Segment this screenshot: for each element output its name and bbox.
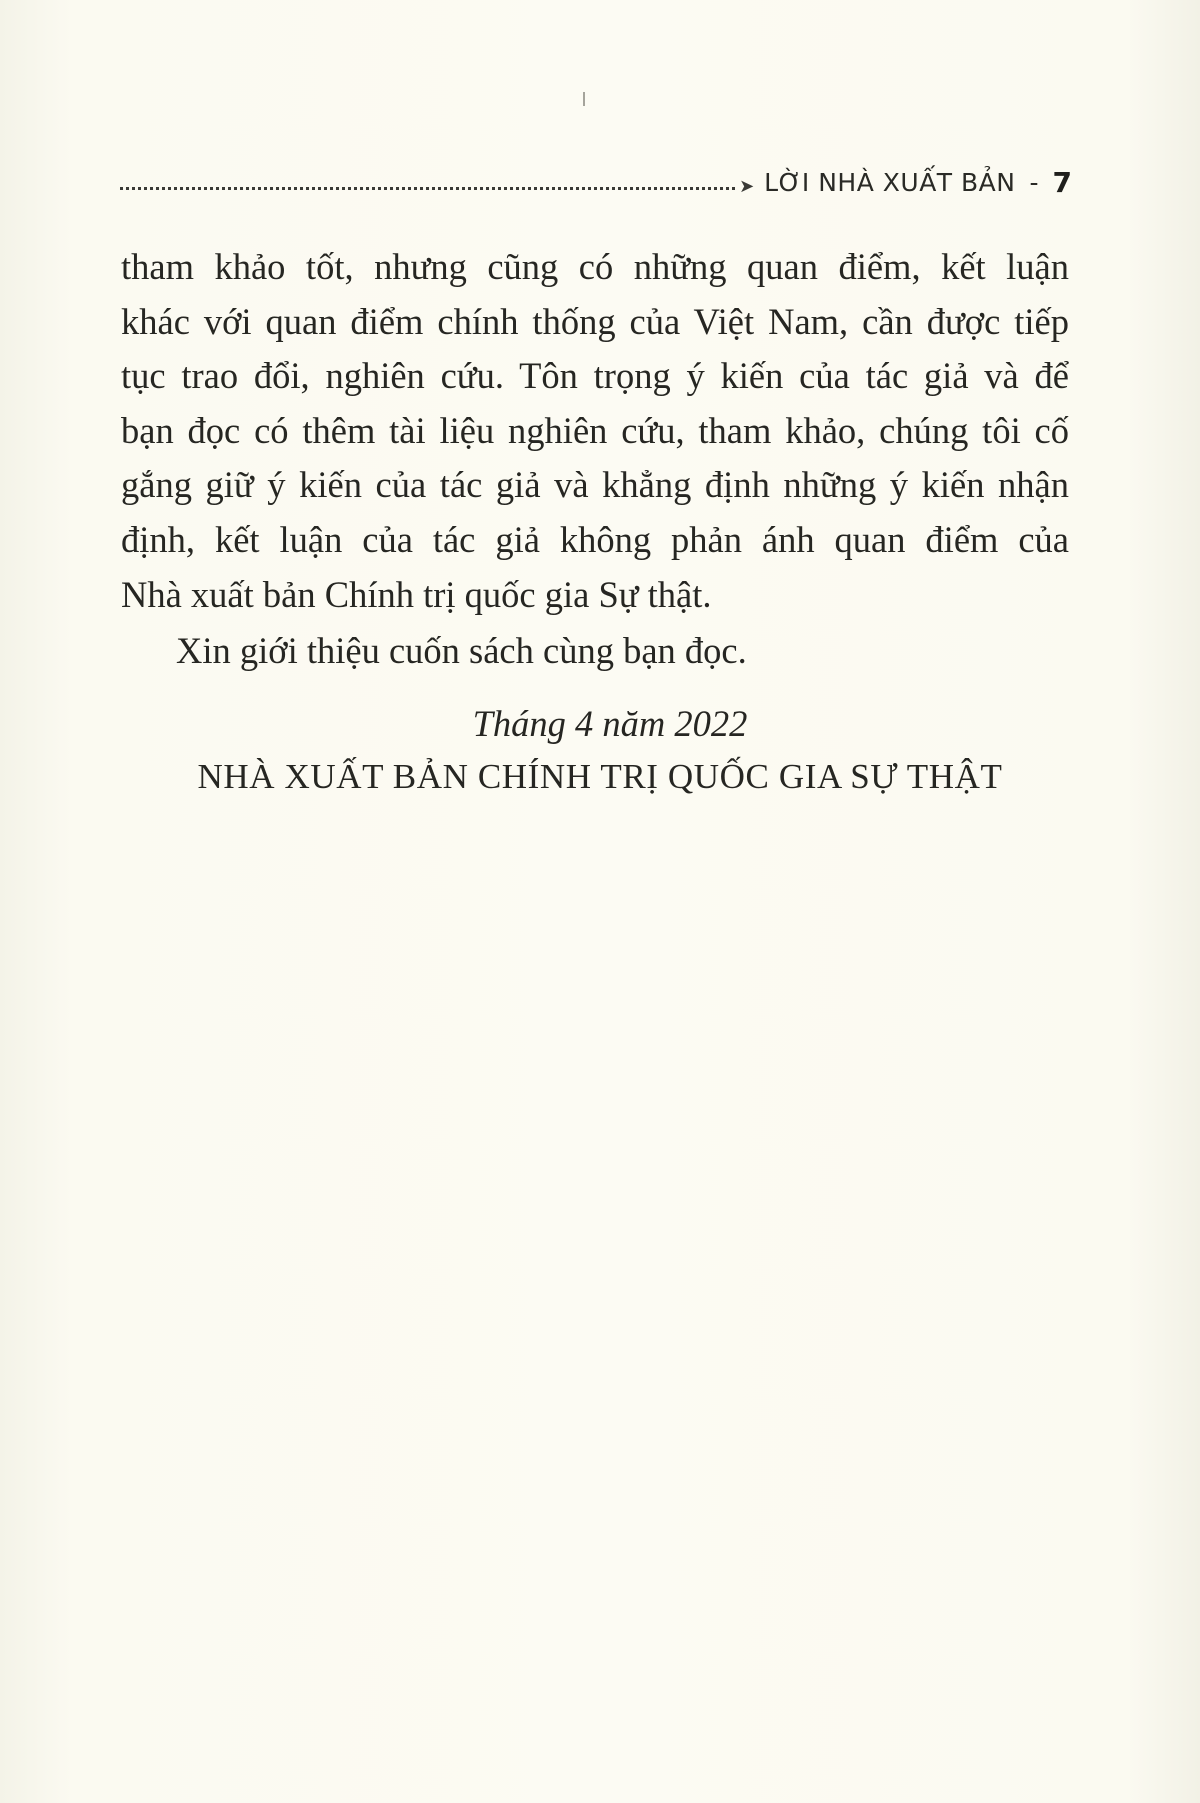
closing-line: Xin giới thiệu cuốn sách cùng bạn đọc. <box>176 630 747 671</box>
running-title: LỜI NHÀ XUẤT BẢN <box>764 167 1016 197</box>
paragraph-line: tục trao đổi, nghiên cứu. Tôn trọng ý kiến của tác giả và để <box>121 355 1069 397</box>
paragraph-line: Nhà xuất bản Chính trị quốc gia Sự thật. <box>121 573 712 615</box>
paragraph-line: gắng giữ ý kiến của tác giả và khẳng định những ý kiến nhận <box>121 464 1069 506</box>
paragraph-line: tham khảo tốt, nhưng cũng có những quan điểm, kết luận <box>121 246 1069 287</box>
body-paragraph <box>121 240 1069 622</box>
paragraph-line: bạn đọc có thêm tài liệu nghiên cứu, tham khảo, chúng tôi cố <box>121 409 1069 451</box>
paragraph-line: khác với quan điểm chính thống của Việt Nam, cần được tiếp <box>121 300 1069 342</box>
paragraph-line: định, kết luận của tác giả không phản ánh quan điểm của <box>121 518 1069 560</box>
signature-publisher: NHÀ XUẤT BẢN CHÍNH TRỊ QUỐC GIA SỰ THẬT <box>197 757 1003 796</box>
header-separator: - <box>1029 167 1039 197</box>
signature-date: Tháng 4 năm 2022 <box>472 703 748 744</box>
running-header <box>120 162 1072 202</box>
header-arrow-icon: ➤ <box>739 175 755 197</box>
page-number: 7 <box>1052 165 1072 199</box>
header-dotted-leader <box>120 187 735 190</box>
scan-mark <box>583 92 585 106</box>
